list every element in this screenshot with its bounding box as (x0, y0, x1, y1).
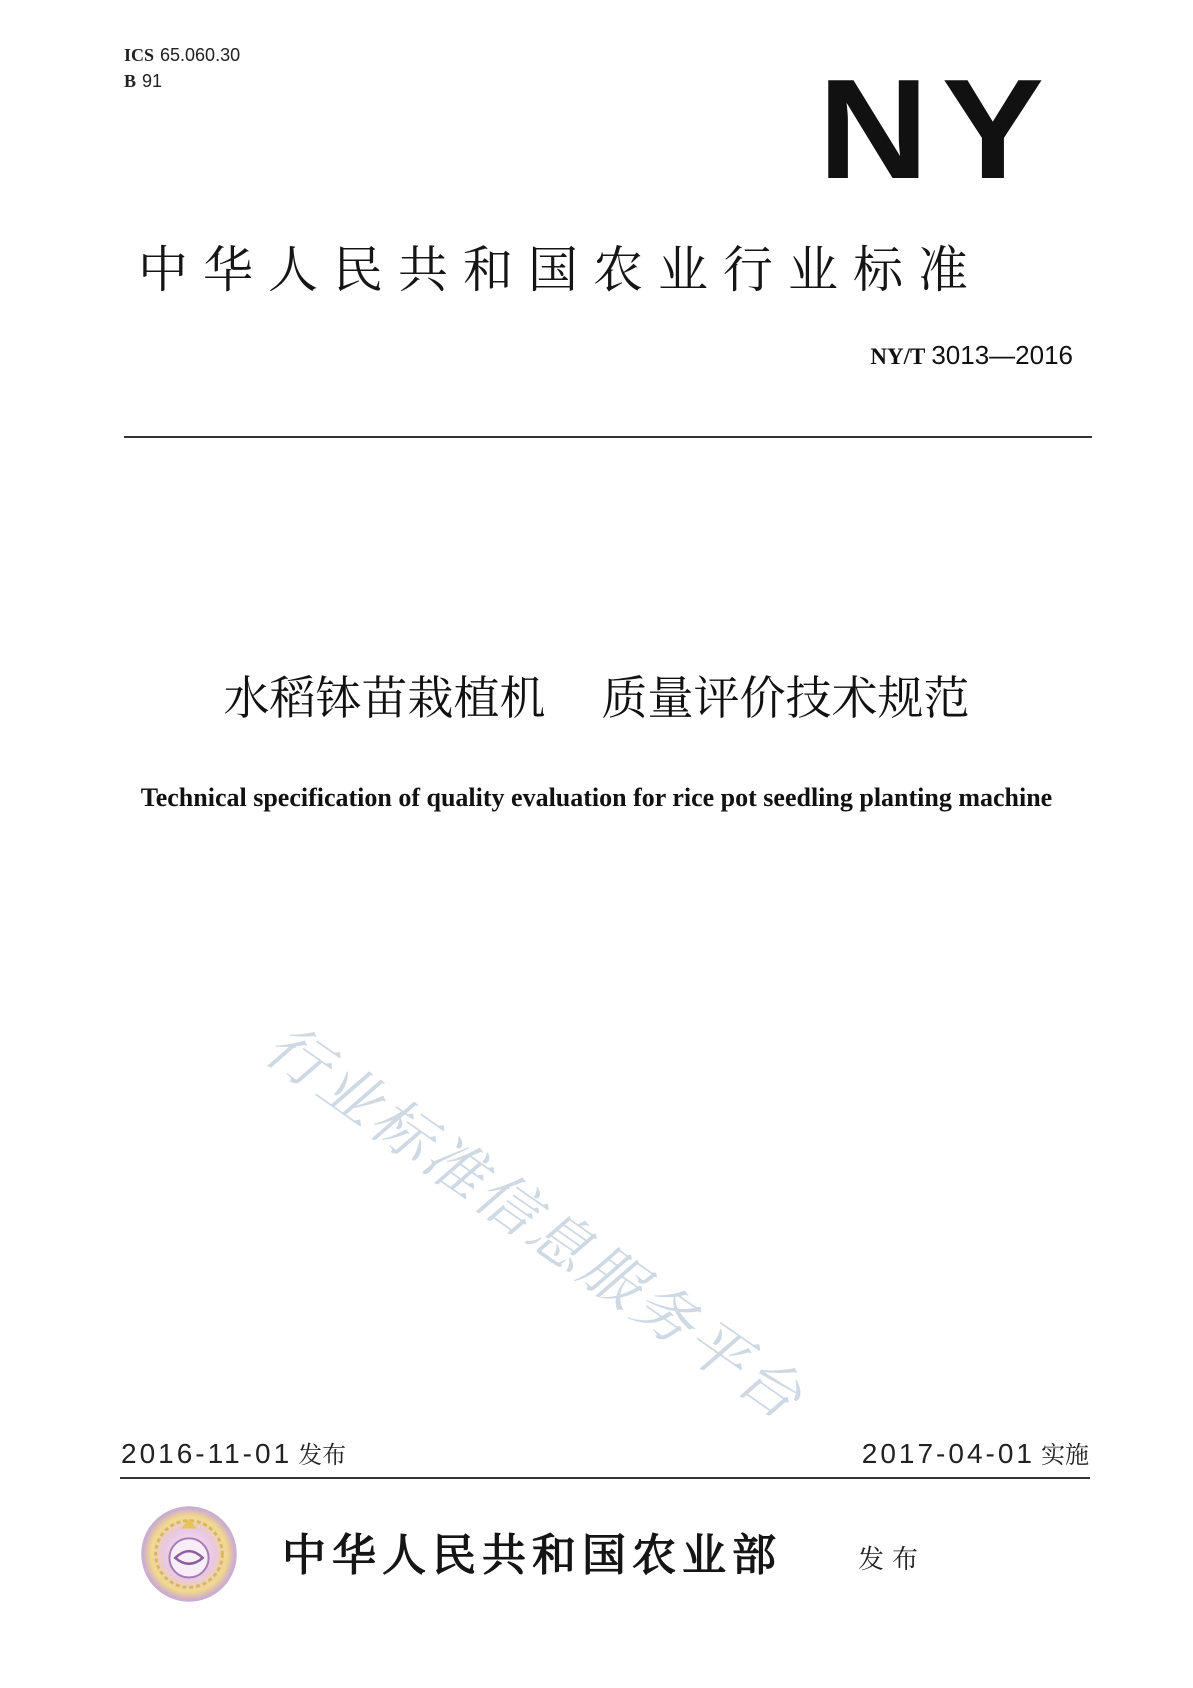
ny-logo: NY (818, 50, 1057, 209)
standard-number (870, 340, 1073, 372)
top-divider (124, 436, 1092, 438)
ics-code (124, 44, 240, 66)
standard-number-prefix: NY/T (870, 344, 926, 369)
document-title-cn (0, 670, 1193, 726)
watermark: 行业标准信息服务平台 (252, 1010, 817, 1436)
document-title-en: Technical specification of quality evaluation for rice pot seedling planting machine (140, 783, 1053, 812)
classification-code (124, 70, 162, 92)
implement-word: 实施 (1041, 1441, 1089, 1469)
issue-date: 2016-11-01 (121, 1438, 293, 1469)
bottom-divider (120, 1477, 1090, 1479)
ics-label: ICS (124, 45, 155, 65)
standard-title: 中华人民共和国农业行业标准 (138, 241, 983, 299)
ics-value: 65.060.30 (160, 45, 241, 65)
publisher-word: 发布 (858, 1545, 927, 1575)
ministry-emblem-icon (140, 1505, 238, 1603)
standard-number-value: 3013—2016 (931, 340, 1073, 370)
classification-value: 91 (142, 71, 163, 91)
publisher-name: 中华人民共和国农业部 (282, 1530, 782, 1581)
document-title-cn-part2: 质量评价技术规范 (601, 671, 970, 725)
document-title-cn-part1: 水稻钵苗栽植机 (223, 671, 546, 725)
classification-label: B (124, 71, 137, 91)
issue-date-line (121, 1437, 346, 1472)
implement-date: 2017-04-01 (861, 1438, 1035, 1469)
implement-date-line (862, 1437, 1089, 1472)
issue-word: 发布 (298, 1441, 347, 1469)
